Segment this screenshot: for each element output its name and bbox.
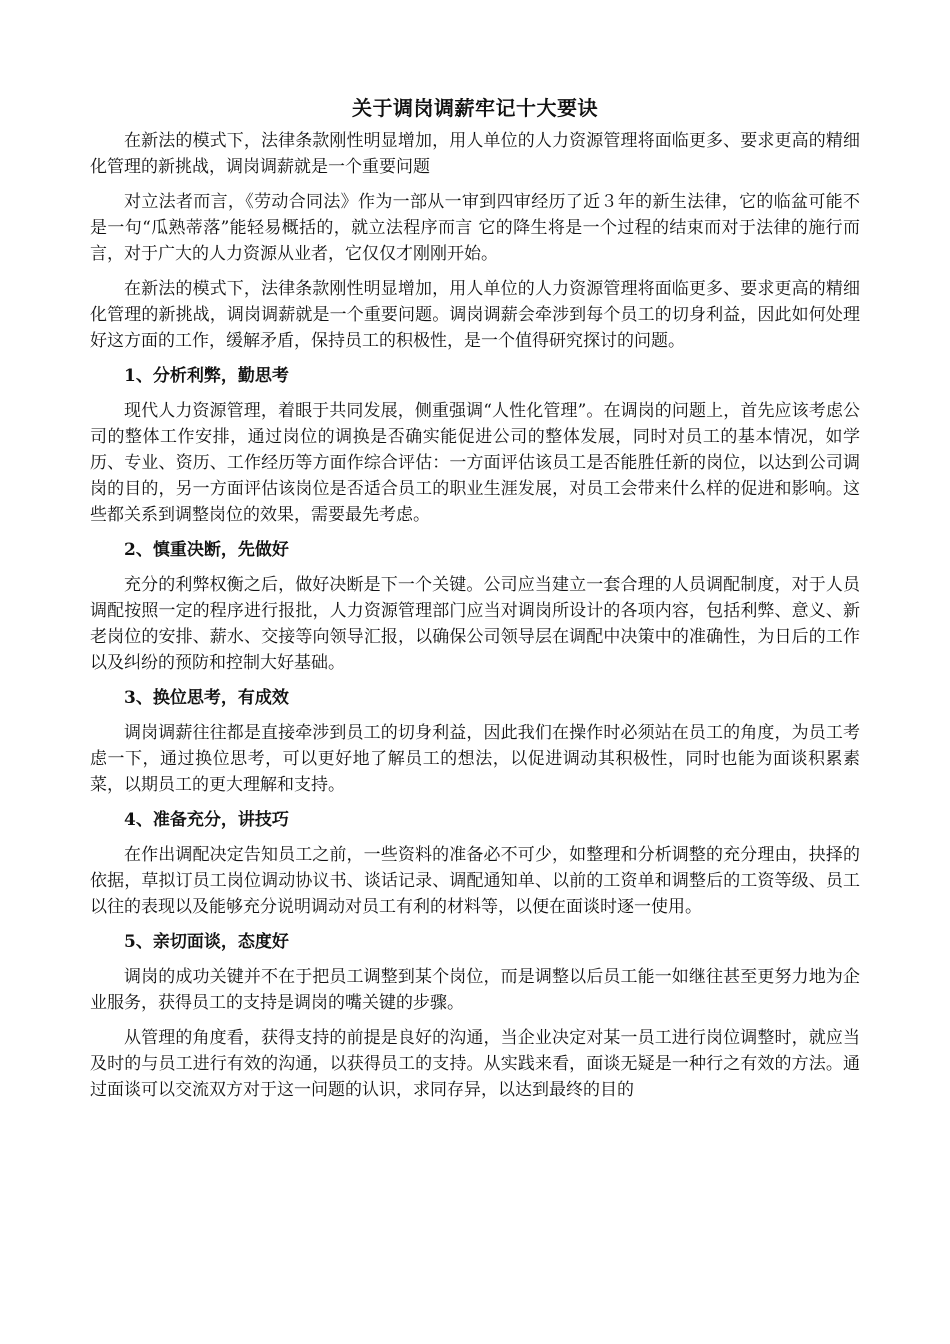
section-2-heading: 2、慎重决断，先做好 (124, 540, 289, 560)
section-3-heading: 3、换位思考，有成效 (124, 688, 289, 708)
section-3-paragraph-1: 调岗调薪往往都是直接牵涉到员工的切身利益，因此我们在操作时必须站在员工的角度，为员工考虑一下，通过换位思考，可以更好地了解员工的想法，以促进调动其积极性，同时也能为面谈积累素菜，以期员工的更大理解和支持。 (90, 723, 860, 795)
section-4-heading: 4、准备充分，讲技巧 (124, 810, 289, 830)
intro-paragraph-2: 对立法者而言，《劳动合同法》作为一部从一审到四审经历了近３年的新生法律，它的临盆可能不是一句“瓜熟蒂落”能轻易概括的，就立法程序而言 它的降生将是一个过程的结束而对于法律的施行而言，对于广大的人力资源从业者，它仅仅才刚刚开始。 (90, 192, 860, 264)
section-4-paragraph-1: 在作出调配决定告知员工之前，一些资料的准备必不可少，如整理和分析调整的充分理由，抉择的依据，草拟订员工岗位调动协议书、谈话记录、调配通知单、以前的工资单和调整后的工资等级、员工以往的表现以及能够充分说明调动对员工有利的材料等，以便在面谈时逐一使用。 (90, 845, 860, 917)
section-1-paragraph-1: 现代人力资源管理，着眼于共同发展，侧重强调“人性化管理”。在调岗的问题上，首先应该考虑公司的整体工作安排，通过岗位的调换是否确实能促进公司的整体发展，同时对员工的基本情况，如学历、专业、资历、工作经历等方面作综合评估：一方面评估该员工是否能胜任新的岗位，以达到公司调岗的目的，另一方面评估该岗位是否适合员工的职业生涯发展，对员工会带来什么样的促进和影响。这些都关系到调整岗位的效果，需要最先考虑。 (90, 401, 860, 525)
section-5-paragraph-2: 从管理的角度看，获得支持的前提是良好的沟通，当企业决定对某一员工进行岗位调整时，就应当及时的与员工进行有效的沟通，以获得员工的支持。从实践来看，面谈无疑是一种行之有效的方法。通过面谈可以交流双方对于这一问题的认识，求同存异，以达到最终的目的 (90, 1028, 860, 1100)
section-1-heading: 1、分析利弊，勤思考 (124, 366, 289, 386)
intro-paragraph-3: 在新法的模式下，法律条款刚性明显增加，用人单位的人力资源管理将面临更多、要求更高的精细化管理的新挑战，调岗调薪就是一个重要问题。调岗调薪会牵涉到每个员工的切身利益，因此如何处理好这方面的工作，缓解矛盾，保持员工的积极性，是一个值得研究探讨的问题。 (90, 279, 860, 351)
section-2-paragraph-1: 充分的利弊权衡之后，做好决断是下一个关键。公司应当建立一套合理的人员调配制度，对于人员调配按照一定的程序进行报批，人力资源管理部门应当对调岗所设计的各项内容，包括利弊、意义、新老岗位的安排、薪水、交接等向领导汇报，以确保公司领导层在调配中决策中的准确性，为日后的工作以及纠纷的预防和控制大好基础。 (90, 575, 860, 673)
intro-paragraph-1: 在新法的模式下，法律条款刚性明显增加，用人单位的人力资源管理将面临更多、要求更高的精细化管理的新挑战，调岗调薪就是一个重要问题 (90, 131, 860, 177)
document-title: 关于调岗调薪牢记十大要诀 (352, 96, 598, 120)
section-5-paragraph-1: 调岗的成功关键并不在于把员工调整到某个岗位，而是调整以后员工能一如继往甚至更努力地为企业服务，获得员工的支持是调岗的嘴关键的步骤。 (90, 967, 860, 1013)
section-5-heading: 5、亲切面谈，态度好 (124, 932, 289, 952)
